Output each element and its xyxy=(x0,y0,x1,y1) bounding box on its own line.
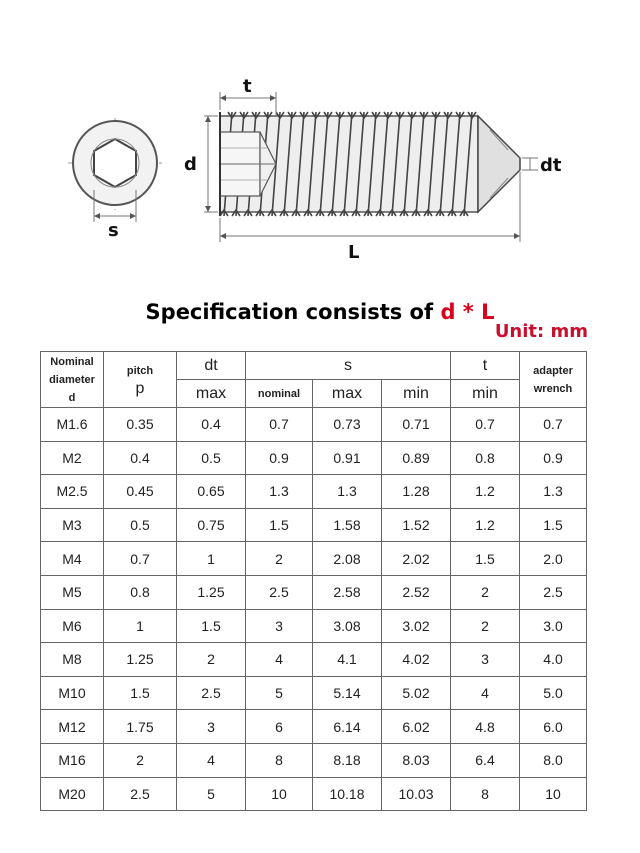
table-cell: 2 xyxy=(451,609,520,643)
table-cell: 4.0 xyxy=(520,643,587,677)
table-cell: 3.08 xyxy=(313,609,382,643)
table-cell: 3 xyxy=(177,710,246,744)
header-row-1 xyxy=(41,352,587,380)
label-dt: dt xyxy=(540,155,562,176)
table-cell: 0.9 xyxy=(246,441,313,475)
table-cell: 1.52 xyxy=(382,508,451,542)
table-cell: M20 xyxy=(41,777,104,811)
table-cell: M1.6 xyxy=(41,408,104,442)
table-cell: 10.18 xyxy=(313,777,382,811)
table-cell: 1.2 xyxy=(451,508,520,542)
header-nominal-diameter: Nominal diameter d xyxy=(41,352,104,408)
table-row xyxy=(41,508,587,542)
table-cell: 10 xyxy=(520,777,587,811)
table-cell: 4 xyxy=(246,643,313,677)
table-row xyxy=(41,575,587,609)
table-cell: 4 xyxy=(177,743,246,777)
table-row xyxy=(41,542,587,576)
table-body xyxy=(41,408,587,811)
table-cell: 0.75 xyxy=(177,508,246,542)
table-cell: 2.5 xyxy=(104,777,177,811)
table-cell: 1.3 xyxy=(246,475,313,509)
table-cell: 0.4 xyxy=(177,408,246,442)
table-cell: M16 xyxy=(41,743,104,777)
table-cell: 3 xyxy=(451,643,520,677)
table-cell: 4.8 xyxy=(451,710,520,744)
title-prefix: Specification consists of xyxy=(145,300,441,324)
table-cell: 0.8 xyxy=(451,441,520,475)
table-cell: 2 xyxy=(246,542,313,576)
table-cell: 4 xyxy=(451,676,520,710)
table-cell: 1.28 xyxy=(382,475,451,509)
table-cell: 0.91 xyxy=(313,441,382,475)
table-cell: 6 xyxy=(246,710,313,744)
header-t: t xyxy=(451,352,520,380)
table-cell: M4 xyxy=(41,542,104,576)
header-dt: dt xyxy=(177,352,246,380)
table-cell: 1.5 xyxy=(451,542,520,576)
label-d: d xyxy=(184,154,197,175)
table-cell: 1.58 xyxy=(313,508,382,542)
table-cell: 0.5 xyxy=(177,441,246,475)
table-cell: 4.02 xyxy=(382,643,451,677)
label-t: t xyxy=(243,76,252,97)
table-row xyxy=(41,643,587,677)
table-cell: 10 xyxy=(246,777,313,811)
table-cell: 2.0 xyxy=(520,542,587,576)
header-s-nominal: nominal xyxy=(246,380,313,408)
table-cell: 8.03 xyxy=(382,743,451,777)
table-cell: 6.0 xyxy=(520,710,587,744)
table-cell: 5 xyxy=(177,777,246,811)
header-s-min: min xyxy=(382,380,451,408)
table-cell: 8.18 xyxy=(313,743,382,777)
table-cell: M6 xyxy=(41,609,104,643)
table-cell: 2.02 xyxy=(382,542,451,576)
table-cell: 1.5 xyxy=(104,676,177,710)
label-s: s xyxy=(108,220,119,241)
table-cell: 2.58 xyxy=(313,575,382,609)
table-cell: 5 xyxy=(246,676,313,710)
table-cell: 0.7 xyxy=(451,408,520,442)
table-cell: 3 xyxy=(246,609,313,643)
end-view xyxy=(68,118,162,222)
title-highlight: d * L xyxy=(440,300,495,324)
table-cell: 1.75 xyxy=(104,710,177,744)
table-cell: 6.14 xyxy=(313,710,382,744)
table-cell: 2.5 xyxy=(520,575,587,609)
table-cell: 2 xyxy=(451,575,520,609)
table-cell: 1.5 xyxy=(246,508,313,542)
table-cell: M3 xyxy=(41,508,104,542)
table-row xyxy=(41,441,587,475)
table-cell: 0.45 xyxy=(104,475,177,509)
table-cell: 1.25 xyxy=(104,643,177,677)
table-cell: 5.14 xyxy=(313,676,382,710)
table-cell: 0.65 xyxy=(177,475,246,509)
table-cell: 10.03 xyxy=(382,777,451,811)
table-cell: 0.8 xyxy=(104,575,177,609)
table-cell: 2 xyxy=(104,743,177,777)
table-cell: M10 xyxy=(41,676,104,710)
table-cell: M2 xyxy=(41,441,104,475)
table-row xyxy=(41,777,587,811)
header-pitch: pitch p xyxy=(104,352,177,408)
table-cell: 2.5 xyxy=(246,575,313,609)
table-cell: 0.89 xyxy=(382,441,451,475)
table-cell: 3.0 xyxy=(520,609,587,643)
unit-label: Unit: mm xyxy=(494,321,588,342)
table-cell: M12 xyxy=(41,710,104,744)
table-cell: 0.7 xyxy=(520,408,587,442)
table-cell: 6.4 xyxy=(451,743,520,777)
label-L: L xyxy=(348,242,360,263)
table-cell: 5.02 xyxy=(382,676,451,710)
table-cell: 8 xyxy=(451,777,520,811)
table-row xyxy=(41,710,587,744)
table-cell: 0.4 xyxy=(104,441,177,475)
table-cell: 1.5 xyxy=(520,508,587,542)
side-view xyxy=(204,92,538,242)
table-cell: 0.7 xyxy=(246,408,313,442)
table-cell: 1.3 xyxy=(520,475,587,509)
table-cell: 1.3 xyxy=(313,475,382,509)
table-cell: 8.0 xyxy=(520,743,587,777)
table-cell: M8 xyxy=(41,643,104,677)
table-cell: 2.52 xyxy=(382,575,451,609)
table-cell: 3.02 xyxy=(382,609,451,643)
table-cell: 5.0 xyxy=(520,676,587,710)
header-s: s xyxy=(246,352,451,380)
table-row xyxy=(41,743,587,777)
table-cell: 2 xyxy=(177,643,246,677)
table-cell: 2.08 xyxy=(313,542,382,576)
header-adapter-wrench: adapter wrench xyxy=(520,352,587,408)
table-cell: M2.5 xyxy=(41,475,104,509)
table-cell: 0.35 xyxy=(104,408,177,442)
table-cell: 0.73 xyxy=(313,408,382,442)
table-row xyxy=(41,408,587,442)
header-t-min: min xyxy=(451,380,520,408)
screw-diagram xyxy=(0,0,640,300)
specification-table xyxy=(40,351,587,811)
table-cell: 1.2 xyxy=(451,475,520,509)
header-dt-max: max xyxy=(177,380,246,408)
table-cell: 6.02 xyxy=(382,710,451,744)
table-row xyxy=(41,475,587,509)
table-cell: 2.5 xyxy=(177,676,246,710)
table-cell: 0.71 xyxy=(382,408,451,442)
header-s-max: max xyxy=(313,380,382,408)
table-cell: 1 xyxy=(177,542,246,576)
table-row xyxy=(41,676,587,710)
table-cell: 1 xyxy=(104,609,177,643)
table-cell: 0.9 xyxy=(520,441,587,475)
table-cell: 8 xyxy=(246,743,313,777)
table-cell: 0.7 xyxy=(104,542,177,576)
table-cell: M5 xyxy=(41,575,104,609)
table-cell: 1.25 xyxy=(177,575,246,609)
table-cell: 0.5 xyxy=(104,508,177,542)
table-row xyxy=(41,609,587,643)
table-cell: 1.5 xyxy=(177,609,246,643)
table-cell: 4.1 xyxy=(313,643,382,677)
